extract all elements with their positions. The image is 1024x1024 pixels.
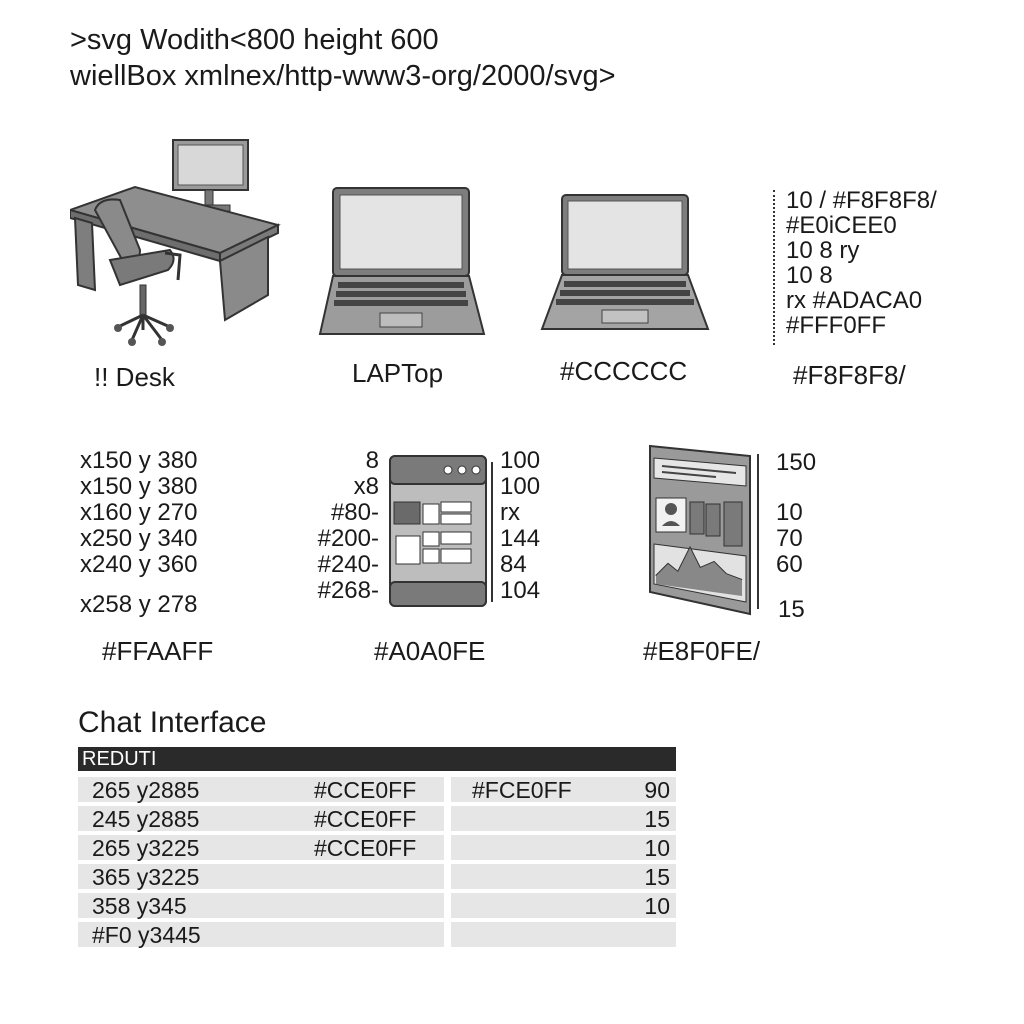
window-left-ticks: [315, 448, 379, 604]
tick-label: 104: [500, 577, 541, 604]
note-line: 10 8: [786, 262, 833, 289]
tick-label: #240-: [317, 551, 379, 578]
tick-label: 8: [365, 447, 379, 474]
table-body: [78, 777, 676, 951]
laptop-2-label: #CCCCCC: [560, 356, 688, 386]
coord-line: x150 y 380: [80, 447, 198, 474]
table-header: [78, 747, 676, 771]
tick-label: #268-: [317, 577, 379, 604]
desk-label: !! Desk: [94, 362, 175, 392]
coords-list: [80, 448, 197, 578]
laptop-icon: [318, 186, 486, 338]
coords-label: #FFAAFF: [102, 636, 214, 666]
header-line-1: >svg Wodith<800 height 600: [70, 24, 439, 56]
table-cell: #CCE0FF: [314, 835, 417, 861]
tick-label: 10: [776, 499, 803, 526]
table-title: Chat Interface: [78, 706, 267, 739]
header-line-2: wiellBox xmlnex/http-www3-org/2000/svg>: [70, 60, 616, 92]
tick-label: 84: [500, 551, 527, 578]
window-mockup-icon: [386, 452, 498, 612]
note-line: #E0iCEE0: [786, 212, 897, 239]
table-row: [78, 777, 676, 806]
tick-label: 100: [500, 473, 541, 500]
dashboard-mockup-icon: [646, 444, 766, 616]
coord-line: x250 y 340: [80, 525, 198, 552]
notes-divider: [773, 190, 777, 345]
table-cell: 245 y2885: [92, 806, 200, 832]
table-row: [78, 893, 676, 922]
dash-label: #E8F0FE/: [643, 636, 761, 666]
table-row: [78, 806, 676, 835]
tick-label: rx: [500, 499, 520, 526]
tick-label: x8: [353, 473, 379, 500]
tick-label: 60: [776, 551, 803, 578]
note-line: 10 8 ry: [786, 237, 860, 264]
table-cell: 15: [644, 864, 670, 890]
table-cell: 358 y345: [92, 893, 187, 919]
tick-label: 150: [776, 449, 817, 476]
table-cell: 265 y2885: [92, 777, 200, 803]
table-cell: 15: [644, 806, 670, 832]
tick-label: #80-: [330, 499, 379, 526]
note-line: #FFF0FF: [786, 312, 886, 339]
note-line: rx #ADACA0: [786, 287, 923, 314]
table-row: [78, 864, 676, 893]
note-line: 10 / #F8F8F8/: [786, 187, 937, 214]
tick-label: 100: [500, 447, 541, 474]
table-cell: 90: [644, 777, 670, 803]
laptop-label: LAPTop: [352, 358, 444, 388]
coord-line: x240 y 360: [80, 551, 198, 578]
table-cell: 10: [644, 893, 670, 919]
dash-right-ticks-mid: [776, 500, 803, 578]
notes-label: #F8F8F8/: [793, 360, 906, 390]
coord-extra: x258 y 278: [80, 591, 198, 618]
table-cell: #FCE0FF: [472, 777, 572, 803]
window-label: #A0A0FE: [374, 636, 486, 666]
desk-icon: [70, 135, 285, 360]
laptop-icon-2: [540, 193, 710, 333]
table-cell: 265 y3225: [92, 835, 200, 861]
table-cell: 10: [644, 835, 670, 861]
coord-line: x160 y 270: [80, 499, 198, 526]
notes-list: [786, 188, 937, 338]
table-row: [78, 835, 676, 864]
tick-label: #200-: [317, 525, 379, 552]
table-row: [78, 922, 676, 951]
table-cell: #F0 y3445: [92, 922, 201, 948]
tick-label: 144: [500, 525, 541, 552]
tick-label: 70: [776, 525, 803, 552]
coord-line: x150 y 380: [80, 473, 198, 500]
table-cell: #CCE0FF: [314, 777, 417, 803]
tick-label: 15: [778, 596, 805, 623]
window-right-ticks: [500, 448, 540, 604]
table-cell: 365 y3225: [92, 864, 200, 890]
table-header-label: REDUTI: [82, 748, 157, 770]
dash-right-ticks: [776, 450, 816, 476]
table-cell: #CCE0FF: [314, 806, 417, 832]
